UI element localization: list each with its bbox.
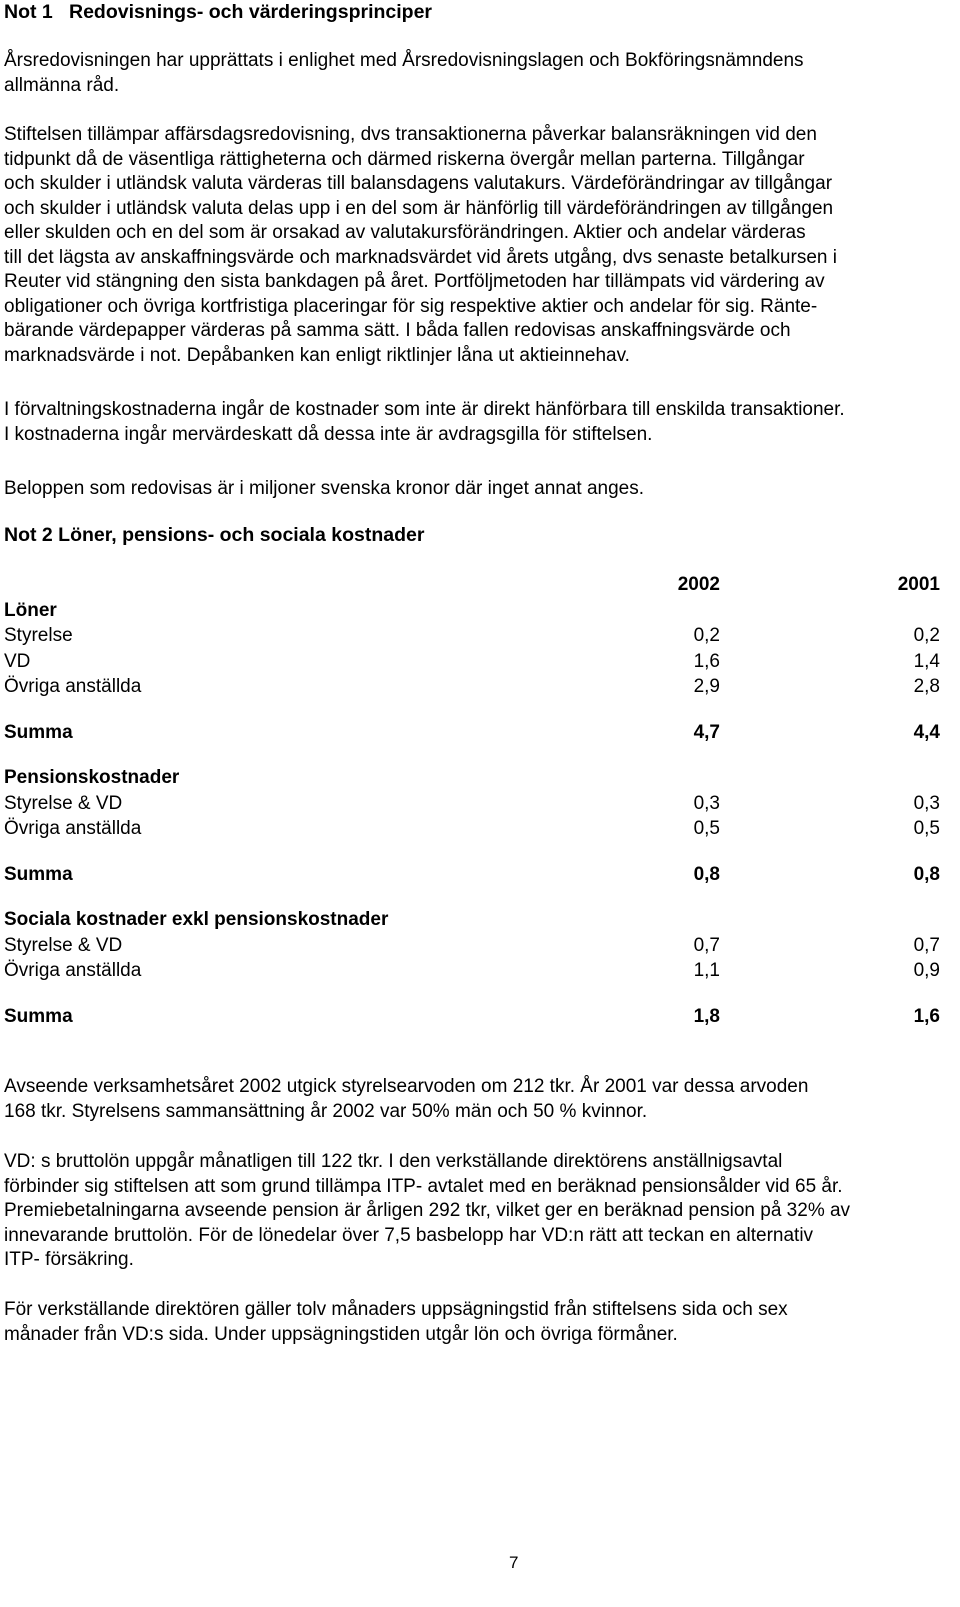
year-2001-header: 2001	[897, 574, 940, 595]
text-line: obligationer och övriga kortfristiga placeringar för sig respektive aktier och andelar för sig. Ränte-	[4, 295, 818, 317]
text-line: VD: s bruttolön uppgår månatligen till 122 tkr. I den verkställande direktörens anställnigsavtal	[4, 1151, 783, 1172]
table-row	[4, 934, 940, 960]
sum-2001: 4,4	[913, 721, 940, 743]
row-label: VD	[4, 650, 31, 672]
text-line: Beloppen som redovisas är i miljoner svenska kronor där inget annat anges.	[4, 478, 645, 499]
value-2001: 0,9	[913, 960, 940, 981]
text-line: Reuter vid stängning den sista bankdagen på året. Portföljmetoden har tillämpats vid värdering av	[4, 271, 825, 292]
text-line: månader från VD:s sida. Under uppsägningstiden utgår lön och övriga förmåner.	[4, 1323, 678, 1345]
text-line: marknadsvärde i not. Depåbanken kan enligt riktlinjer låna ut aktieinnehav.	[4, 344, 630, 366]
text-line: och skulder i utländsk valuta värderas till balansdagens valutakurs. Värdeförändringar av tillgångar	[4, 173, 833, 194]
value-2002: 0,3	[693, 792, 720, 814]
value-2001: 0,2	[913, 625, 940, 646]
row-label: Styrelse & VD	[4, 792, 123, 814]
note1-paragraph-2	[4, 123, 940, 368]
text-line: och skulder i utländsk valuta delas upp i en del som är hänförlig till värdeförändringen av tillgången	[4, 197, 834, 219]
section-title-text: Löner	[4, 599, 57, 621]
sum-row	[4, 863, 940, 889]
row-label: Övriga anställda	[4, 818, 142, 839]
note2-paragraph-1	[4, 1075, 940, 1124]
text-line: 168 tkr. Styrelsens sammansättning år 2002 var 50% män och 50 % kvinnor.	[4, 1100, 648, 1122]
table-row	[4, 650, 940, 676]
sum-2001: 1,6	[913, 1005, 940, 1027]
page-number: 7	[509, 1553, 519, 1572]
note1-paragraph-4	[4, 477, 940, 502]
sum-2001: 0,8	[913, 863, 940, 885]
sum-label: Summa	[4, 863, 73, 885]
row-label: Styrelse	[4, 625, 73, 646]
text-line: eller skulden och en del som är orsakad av valutakursförändringen. Aktier och andelar värderas	[4, 222, 806, 243]
note2-heading: Not 2 Löner, pensions- och sociala kostnader	[4, 524, 425, 546]
row-label: Övriga anställda	[4, 960, 142, 981]
table-header-row	[4, 573, 940, 599]
text-line: Premiebetalningarna avseende pension är årligen 292 tkr, vilket ger en beräknad pension på 32% av	[4, 1200, 851, 1221]
sum-row	[4, 1005, 940, 1031]
text-line: till det lägsta av anskaffningsvärde och marknadsvärdet vid årets utgång, dvs senaste betalkursen i	[4, 246, 837, 268]
note2-paragraph-3	[4, 1298, 940, 1347]
row-label: Styrelse & VD	[4, 934, 123, 956]
text-line: Årsredovisningen har upprättats i enlighet med Årsredovisningslagen och Bokföringsnämndens	[4, 50, 804, 71]
value-2002: 1,1	[693, 960, 720, 981]
value-2002: 0,5	[693, 818, 720, 839]
row-label: Övriga anställda	[4, 676, 142, 697]
section-title-text: Sociala kostnader exkl pensionskostnader	[4, 909, 389, 930]
table-row	[4, 675, 940, 701]
value-2001: 0,7	[913, 934, 940, 956]
value-2001: 0,5	[913, 818, 940, 839]
note1-paragraph-1	[4, 49, 940, 98]
table-row	[4, 959, 940, 985]
text-line: I förvaltningskostnaderna ingår de kostnader som inte är direkt hänförbara till enskilda transaktioner.	[4, 399, 845, 420]
spacer	[4, 843, 940, 863]
salary-table	[4, 573, 940, 1030]
text-line: innevarande bruttolön. För de lönedelar över 7,5 basbelopp har VD:n rätt att teckan en alternativ	[4, 1224, 814, 1246]
note1-heading: Not 1 Redovisnings- och värderingsprinciper	[4, 1, 433, 23]
text-line: ITP- försäkring.	[4, 1249, 134, 1270]
spacer	[4, 746, 940, 766]
value-2002: 2,9	[693, 676, 720, 697]
text-line: I kostnaderna ingår mervärdeskatt då dessa inte är avdragsgilla för stiftelsen.	[4, 423, 653, 445]
text-line: allmänna råd.	[4, 74, 120, 96]
sum-2002: 4,7	[693, 721, 720, 743]
sum-label: Summa	[4, 1005, 73, 1027]
section-title	[4, 908, 940, 934]
text-line: förbinder sig stiftelsen att som grund tillämpa ITP- avtalet med en beräknad pensionsålder vid 65 år.	[4, 1175, 843, 1197]
value-2001: 1,4	[913, 650, 940, 672]
value-2001: 0,3	[913, 792, 940, 814]
table-row	[4, 817, 940, 843]
sum-2002: 0,8	[693, 863, 720, 885]
sum-label: Summa	[4, 721, 73, 743]
section-title	[4, 599, 940, 625]
table-row	[4, 792, 940, 818]
value-2001: 2,8	[913, 676, 940, 697]
spacer	[4, 701, 940, 721]
spacer	[4, 985, 940, 1005]
note1-paragraph-3	[4, 398, 940, 447]
text-line: Avseende verksamhetsåret 2002 utgick styrelsearvoden om 212 tkr. År 2001 var dessa arvoden	[4, 1076, 809, 1097]
spacer	[4, 888, 940, 908]
table-row	[4, 624, 940, 650]
section-title	[4, 766, 940, 792]
text-line: För verkställande direktören gäller tolv månaders uppsägningstid från stiftelsens sida och sex	[4, 1299, 788, 1320]
value-2002: 0,7	[693, 934, 720, 956]
note2-paragraph-2	[4, 1150, 940, 1273]
text-line: tidpunkt då de väsentliga rättigheterna och därmed riskerna övergår mellan parterna. Tillgångar	[4, 148, 805, 170]
year-2002-header: 2002	[677, 574, 720, 595]
text-line: Stiftelsen tillämpar affärsdagsredovisning, dvs transaktionerna påverkar balansräkningen vid den	[4, 124, 817, 145]
value-2002: 1,6	[693, 650, 720, 672]
value-2002: 0,2	[693, 625, 720, 646]
sum-row	[4, 721, 940, 747]
sum-2002: 1,8	[693, 1005, 720, 1027]
section-title-text: Pensionskostnader	[4, 767, 180, 788]
text-line: bärande värdepapper värderas på samma sätt. I båda fallen redovisas anskaffningsvärde och	[4, 320, 791, 341]
